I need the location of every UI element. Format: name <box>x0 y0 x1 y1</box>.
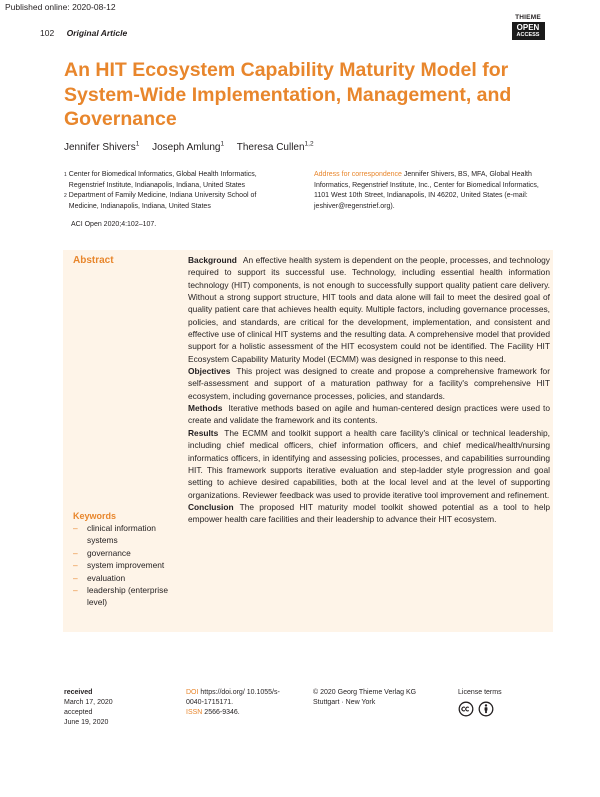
affiliation <box>64 170 284 191</box>
section-text: This project was designed to create and propose a comprehensive framework for self-assessment and support of a maturation pathway for a facility's comprehensive HIT ecosystem, including governance processes, policies, and standards. <box>188 366 550 401</box>
keyword-text: leadership (enterprise level) <box>87 585 169 608</box>
article-title: An HIT Ecosystem Capability Maturity Model for System-Wide Implementation, Management, and Governance <box>64 59 512 130</box>
page-number: 102 <box>40 28 55 38</box>
logo-line2: ACCESS <box>516 32 540 38</box>
logo-line1: OPEN <box>516 23 540 32</box>
author-affil-sup: 1 <box>220 140 225 148</box>
section-text: Iterative methods based on agile and human-centered design practices were used to create and validate the framework and its contents. <box>188 403 550 426</box>
doi-issn <box>186 688 296 718</box>
keyword-item <box>73 547 183 559</box>
keyword-item <box>73 522 183 547</box>
license <box>458 688 548 717</box>
keywords-list <box>73 522 183 609</box>
section-text: An effective health system is dependent on the people, processes, and technology required to support its successful use. Technology, including essential health information technology (HIT) components, is not enough to successfully support quality patient care delivery. Without a strong support structure, HIT tools and data alone will fail to meet the desired goal of quality patient care that achieves health equity. Multiple factors, including governance processes, policies, and standards, are critical for the development, implementation, and consistent and effective use of clinical HIT systems and the resulting data. A comprehensive model that provided support for a holistic assessment of the HIT ecosystem could not be identified. The Facility HIT Ecosystem Capability Maturity Model (ECMM) was designed in response to this need. <box>188 255 550 364</box>
accepted-label: accepted <box>64 709 93 716</box>
section-heading: Background <box>188 255 237 265</box>
issn-value: 2566-9346. <box>204 709 240 716</box>
logo-publisher: THIEME <box>515 14 541 21</box>
section-heading: Results <box>188 427 219 438</box>
author-list <box>64 142 324 153</box>
keyword-text: evaluation <box>87 572 126 583</box>
dash-bullet-icon: – <box>73 547 78 558</box>
section-text: The ECMM and toolkit support a health care facility's clinical or technical leadership, including chief medical officers, chief information officers, and chief medical/health/nursing informatics officers, in identifying and assessing policies, processes, and capabilities surrounding HIT. This framework supports iterative evaluation and step-ladder style progression and goal setting to achieve desired capabilities, both at the local level and at the level of supporting organizations. Reviewer feedback was used to provide iterative tool improvement and refinement. <box>188 427 550 500</box>
keyword-text: system improvement <box>87 560 165 571</box>
author <box>237 142 314 153</box>
abstract-section <box>188 501 550 526</box>
abstract-section <box>188 365 550 402</box>
creative-commons-icon <box>458 701 474 717</box>
running-header <box>40 28 127 38</box>
affiliation-number: 1 <box>64 172 67 178</box>
section-heading: Objectives <box>188 366 231 377</box>
dash-bullet-icon: – <box>73 572 78 583</box>
author-affil-sup: 1,2 <box>304 140 314 148</box>
abstract-section <box>188 254 550 365</box>
open-access-badge <box>512 22 545 40</box>
author-affil-sup: 1 <box>135 140 140 148</box>
affiliation-text: Center for Biomedical Informatics, Global Health Informatics, Regenstrief Institute, Indianapolis, Indiana, United States <box>68 171 257 189</box>
author <box>64 142 139 153</box>
affiliation-number: 2 <box>64 193 67 199</box>
doi-link[interactable]: https://doi.org/ 10.1055/s-0040-1715171. <box>186 689 280 706</box>
citation: ACI Open 2020;4:102–107. <box>71 221 157 228</box>
received-label: received <box>64 689 93 696</box>
article-type: Original Article <box>66 28 128 38</box>
abstract-section <box>188 402 550 427</box>
issn-label: ISSN <box>186 709 203 716</box>
keyword-text: governance <box>87 547 131 558</box>
author <box>152 142 224 153</box>
affiliation <box>64 191 284 212</box>
published-date: Published online: 2020-08-12 <box>5 2 116 12</box>
keyword-item <box>73 559 183 571</box>
dash-bullet-icon: – <box>73 585 78 596</box>
correspondence-text: Jennifer Shivers, BS, MFA, Global Health Informatics, Regenstrief Institute, Inc., Center for Biomedical Informatics, 1101 West 10th Street, Indianapolis, IN 46202, United States (e-mail: jeshiver@regenstrief.org). <box>314 171 539 210</box>
author-name: Joseph Amlung <box>152 142 221 153</box>
affiliation-text: Department of Family Medicine, Indiana University School of Medicine, Indianapolis, Indiana, United States <box>68 192 257 210</box>
doi-line <box>186 688 296 708</box>
abstract-heading: Abstract <box>73 255 114 266</box>
thieme-open-access-logo <box>510 14 546 40</box>
correspondence <box>314 170 554 212</box>
attribution-icon <box>478 701 494 717</box>
received-accepted-dates <box>64 688 164 728</box>
correspondence-label: Address for correspondence <box>314 171 402 178</box>
dash-bullet-icon: – <box>73 523 78 533</box>
doi-label: DOI <box>186 689 199 696</box>
author-name: Jennifer Shivers <box>64 142 136 153</box>
section-heading: Conclusion <box>188 501 234 512</box>
abstract-section <box>188 427 550 501</box>
dash-bullet-icon: – <box>73 560 78 571</box>
keyword-item <box>73 572 183 584</box>
license-terms-link[interactable]: License terms <box>458 689 502 696</box>
keywords-heading: Keywords <box>73 511 117 521</box>
keyword-text: clinical information systems <box>87 523 156 546</box>
issn-line <box>186 708 296 718</box>
received-date: March 17, 2020 <box>64 699 113 706</box>
accepted-date: June 19, 2020 <box>64 719 109 726</box>
section-text: The proposed HIT maturity model toolkit showed potential as a tool to help empower health care facilities and their leadership to advance their HIT ecosystem. <box>188 501 550 525</box>
affiliations <box>64 170 284 212</box>
section-heading: Methods <box>188 403 223 414</box>
copyright: © 2020 Georg Thieme Verlag KG Stuttgart · New York <box>313 689 417 706</box>
abstract-body <box>188 254 550 526</box>
keyword-item <box>73 584 183 609</box>
cc-license-icons <box>458 701 548 717</box>
author-name: Theresa Cullen <box>236 142 305 153</box>
